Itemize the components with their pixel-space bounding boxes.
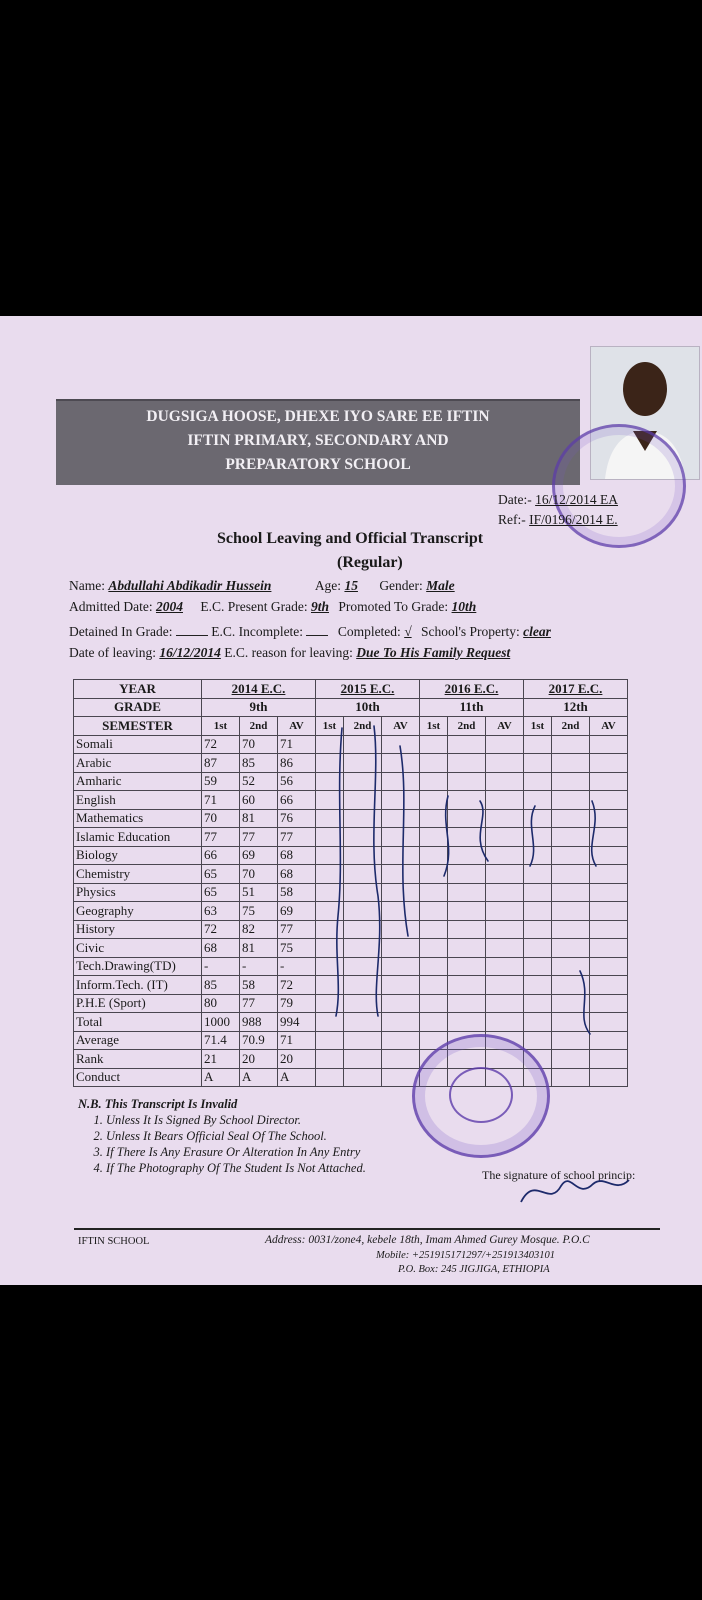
date-value: 16/12/2014 EA — [535, 492, 618, 507]
year-label: YEAR — [74, 680, 202, 699]
grade-cell: 70 — [240, 735, 278, 754]
ink-mark — [400, 746, 408, 936]
year-2016: 2016 E.C. — [420, 680, 524, 699]
ref-line — [498, 512, 618, 528]
subject-name: Conduct — [74, 1068, 202, 1087]
footer-school: IFTIN SCHOOL — [78, 1236, 150, 1247]
subject-name: Somali — [74, 735, 202, 754]
ink-mark — [580, 971, 590, 1034]
grade-10: 10th — [316, 698, 420, 717]
grade-row — [74, 698, 628, 717]
leaving-date: 16/12/2014 — [159, 645, 221, 660]
semester-header: 1st — [420, 717, 448, 736]
semester-label: SEMESTER — [74, 717, 202, 736]
school-name-somali: DUGSIGA HOOSE, DHEXE IYO SARE EE IFTIN — [146, 408, 490, 425]
grade-cell: 70 — [202, 809, 240, 828]
empty-cell — [590, 1050, 628, 1069]
incomplete-label: E.C. Incomplete: — [211, 624, 304, 639]
grade-cell: 71 — [202, 791, 240, 810]
name-label: Name: — [69, 578, 105, 593]
subject-name: Chemistry — [74, 865, 202, 884]
ink-mark — [592, 801, 596, 866]
subject-name: Geography — [74, 902, 202, 921]
notice-item: 2. Unless It Bears Official Seal Of The School. — [106, 1128, 366, 1144]
school-name-english-line2: PREPARATORY SCHOOL — [225, 456, 411, 473]
promoted-grade: 10th — [451, 599, 477, 614]
date-label: Date:- — [498, 492, 532, 507]
admitted-line — [69, 599, 476, 615]
pen-strokes — [330, 716, 660, 1036]
grade-cell: 75 — [278, 939, 316, 958]
grade-cell: 65 — [202, 883, 240, 902]
year-2015: 2015 E.C. — [316, 680, 420, 699]
leaving-reason: Due To His Family Request — [356, 645, 511, 660]
invalid-notice — [78, 1096, 366, 1176]
year-2017: 2017 E.C. — [524, 680, 628, 699]
grade-cell: 72 — [202, 920, 240, 939]
admitted-year: 2004 — [155, 599, 183, 614]
ref-value: IF/0196/2014 E. — [529, 512, 618, 527]
grade-cell: 85 — [240, 754, 278, 773]
semester-header: 2nd — [552, 717, 590, 736]
subject-name: Inform.Tech. (IT) — [74, 976, 202, 995]
seal-emblem — [449, 1067, 513, 1123]
gender-label: Gender: — [379, 578, 423, 593]
reason-label: E.C. reason for leaving: — [224, 645, 353, 660]
semester-header: 2nd — [448, 717, 486, 736]
grade-cell: 80 — [202, 994, 240, 1013]
subject-name: History — [74, 920, 202, 939]
footer-address: Address: 0031/zone4, kebele 18th, Imam Ahmed Gurey Mosque. P.O.C — [265, 1234, 590, 1246]
age-label: Age: — [314, 578, 342, 593]
school-name-english-line1: IFTIN PRIMARY, SECONDARY AND — [187, 432, 449, 449]
grade-cell: 20 — [240, 1050, 278, 1069]
grade-11: 11th — [420, 698, 524, 717]
director-signature — [515, 1164, 635, 1214]
semester-header: AV — [278, 717, 316, 736]
student-age: 15 — [344, 578, 358, 593]
admitted-label: Admitted Date: — [69, 599, 153, 614]
grade-cell: 994 — [278, 1013, 316, 1032]
subject-name: Amharic — [74, 772, 202, 791]
grade-cell: 51 — [240, 883, 278, 902]
semester-header: AV — [590, 717, 628, 736]
leaving-line — [69, 645, 510, 661]
grade-cell: 66 — [202, 846, 240, 865]
notice-item: 3. If There Is Any Erasure Or Alteration In Any Entry — [106, 1144, 366, 1160]
grade-cell: 77 — [278, 920, 316, 939]
subject-name: Total — [74, 1013, 202, 1032]
present-grade: 9th — [310, 599, 329, 614]
grade-cell: 82 — [240, 920, 278, 939]
grade-cell: 71 — [278, 1031, 316, 1050]
grade-cell: 79 — [278, 994, 316, 1013]
grade-cell: A — [240, 1068, 278, 1087]
grade-cell: 71.4 — [202, 1031, 240, 1050]
official-seal-bottom — [412, 1034, 550, 1158]
grade-cell: 988 — [240, 1013, 278, 1032]
grade-cell: 86 — [278, 754, 316, 773]
grade-cell: 65 — [202, 865, 240, 884]
empty-cell — [382, 1050, 420, 1069]
grade-cell: 60 — [240, 791, 278, 810]
semester-header: 2nd — [240, 717, 278, 736]
grade-cell: 59 — [202, 772, 240, 791]
empty-cell — [590, 1068, 628, 1087]
school-banner — [56, 399, 580, 485]
grade-cell: 68 — [202, 939, 240, 958]
subject-name: Physics — [74, 883, 202, 902]
grade-cell: 77 — [240, 828, 278, 847]
grade-cell: 68 — [278, 846, 316, 865]
grade-cell: 71 — [278, 735, 316, 754]
empty-cell — [316, 1068, 344, 1087]
table-row — [74, 1050, 628, 1069]
grade-cell: 1000 — [202, 1013, 240, 1032]
promoted-label: Promoted To Grade: — [338, 599, 449, 614]
subject-name: Rank — [74, 1050, 202, 1069]
grade-cell: 66 — [278, 791, 316, 810]
notice-heading: N.B. This Transcript Is Invalid — [78, 1097, 238, 1111]
document-title: School Leaving and Official Transcript — [217, 530, 484, 547]
semester-header: 1st — [202, 717, 240, 736]
grade-cell: 77 — [240, 994, 278, 1013]
property-status: clear — [523, 624, 551, 639]
empty-cell — [552, 1068, 590, 1087]
ink-mark — [444, 796, 449, 876]
grade-9: 9th — [202, 698, 316, 717]
grade-cell: 76 — [278, 809, 316, 828]
ink-mark — [336, 728, 342, 1016]
ref-label: Ref:- — [498, 512, 526, 527]
footer-mobile: Mobile: +251915171297/+251913403101 — [376, 1250, 555, 1261]
grade-cell: 75 — [240, 902, 278, 921]
grade-cell: A — [278, 1068, 316, 1087]
completed-label: Completed: — [337, 624, 401, 639]
grade-cell: - — [278, 957, 316, 976]
footer-rule — [74, 1228, 660, 1230]
year-2014: 2014 E.C. — [202, 680, 316, 699]
empty-cell — [316, 1050, 344, 1069]
grade-cell: 85 — [202, 976, 240, 995]
ink-mark — [374, 726, 380, 1016]
grade-cell: 72 — [278, 976, 316, 995]
property-label: School's Property: — [420, 624, 520, 639]
grade-cell: 68 — [278, 865, 316, 884]
student-gender: Male — [426, 578, 455, 593]
grade-cell: A — [202, 1068, 240, 1087]
present-grade-label: Present Grade: — [227, 599, 308, 614]
footer-pobox: P.O. Box: 245 JIGJIGA, ETHIOPIA — [398, 1264, 550, 1275]
grade-cell: 70 — [240, 865, 278, 884]
subject-name: Average — [74, 1031, 202, 1050]
grade-cell: 77 — [278, 828, 316, 847]
subject-name: Tech.Drawing(TD) — [74, 957, 202, 976]
empty-cell — [552, 1050, 590, 1069]
student-name: Abdullahi Abdikadir Hussein — [108, 578, 272, 593]
grade-cell: 87 — [202, 754, 240, 773]
signature-label: The signature of school princip: — [482, 1168, 636, 1182]
grade-cell: 72 — [202, 735, 240, 754]
grade-cell: 20 — [278, 1050, 316, 1069]
grade-cell: - — [240, 957, 278, 976]
official-seal-top — [552, 424, 686, 548]
grade-cell: 69 — [240, 846, 278, 865]
subject-name: Civic — [74, 939, 202, 958]
document-subtitle: (Regular) — [337, 554, 403, 571]
grade-cell: 69 — [278, 902, 316, 921]
empty-cell — [344, 1068, 382, 1087]
subject-name: Islamic Education — [74, 828, 202, 847]
grade-cell: 70.9 — [240, 1031, 278, 1050]
leaving-label: Date of leaving: — [69, 645, 156, 660]
grade-cell: 58 — [240, 976, 278, 995]
grade-cell: 63 — [202, 902, 240, 921]
grade-cell: 81 — [240, 809, 278, 828]
grade-12: 12th — [524, 698, 628, 717]
subject-name: P.H.E (Sport) — [74, 994, 202, 1013]
grade-cell: 21 — [202, 1050, 240, 1069]
grade-cell: 58 — [278, 883, 316, 902]
subject-name: English — [74, 791, 202, 810]
status-line — [69, 624, 551, 640]
subject-name: Biology — [74, 846, 202, 865]
ink-mark — [530, 806, 535, 866]
subject-name: Arabic — [74, 754, 202, 773]
semester-header: 2nd — [344, 717, 382, 736]
semester-header: AV — [382, 717, 420, 736]
grade-label: GRADE — [74, 698, 202, 717]
name-line — [69, 578, 455, 594]
grade-cell: 77 — [202, 828, 240, 847]
semester-header: 1st — [316, 717, 344, 736]
ec-label: E.C. — [200, 599, 225, 614]
semester-header: AV — [486, 717, 524, 736]
notice-item: 1. Unless It Is Signed By School Director. — [106, 1112, 366, 1128]
notice-item: 4. If The Photography Of The Student Is Not Attached. — [106, 1160, 366, 1176]
ink-mark — [480, 801, 488, 861]
grade-cell: 52 — [240, 772, 278, 791]
subject-name: Mathematics — [74, 809, 202, 828]
transcript-paper — [0, 316, 702, 1285]
empty-cell — [344, 1050, 382, 1069]
date-line — [498, 492, 618, 508]
completed-mark: √ — [404, 624, 412, 639]
grade-cell: 81 — [240, 939, 278, 958]
grade-cell: 56 — [278, 772, 316, 791]
year-row — [74, 680, 628, 699]
grade-cell: - — [202, 957, 240, 976]
detained-label: Detained In Grade: — [69, 624, 173, 639]
semester-header: 1st — [524, 717, 552, 736]
